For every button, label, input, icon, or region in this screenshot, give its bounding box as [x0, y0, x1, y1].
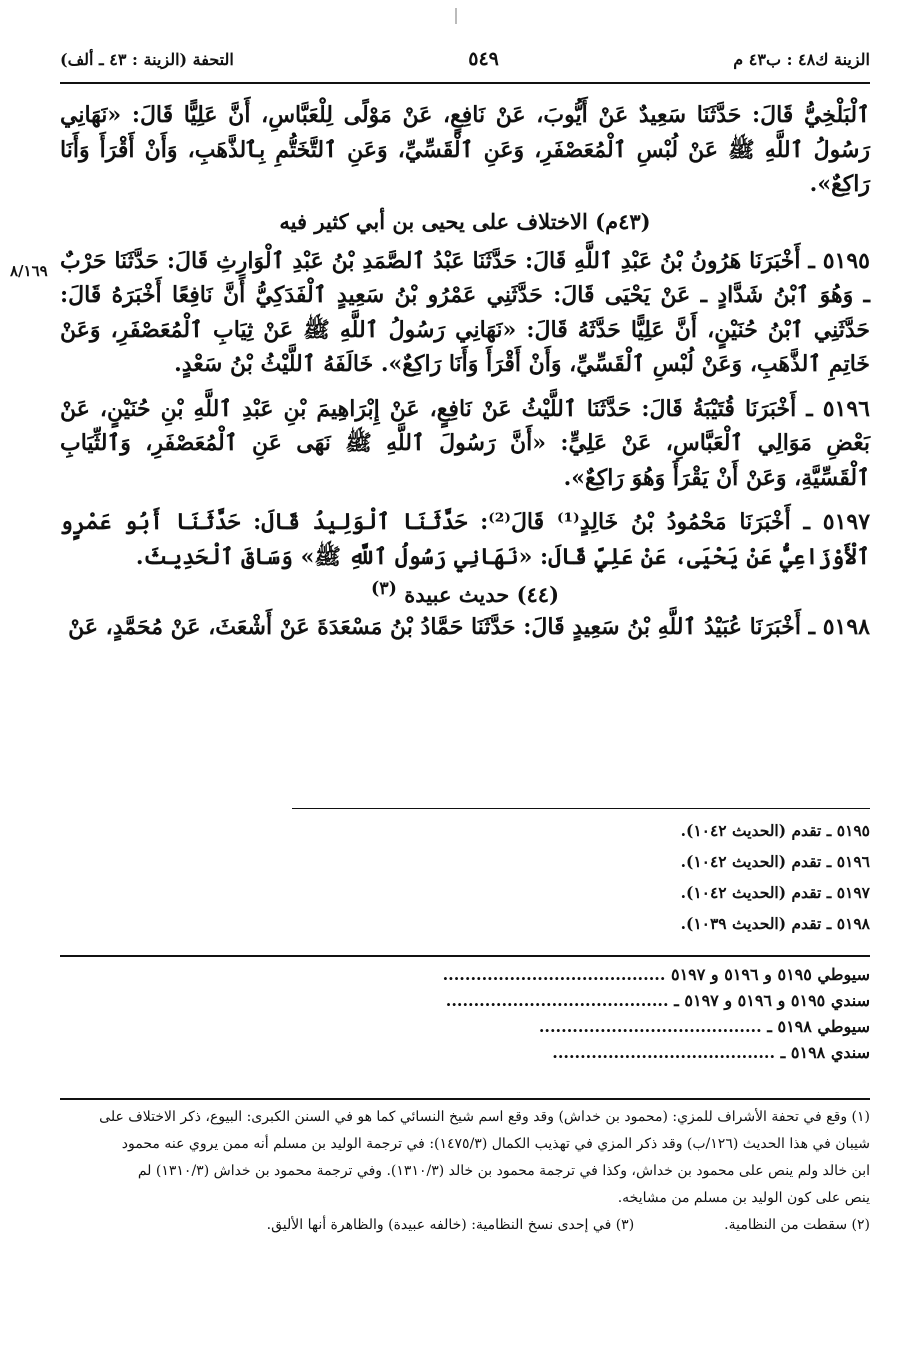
footnote-3: (٣) في إحدى نسخ النظامية: (خالفه عبيدة) والظاهرة أنها الأليق.: [266, 1217, 635, 1233]
header-right: الزينة ك٤٨ : ب٤٣ م: [733, 49, 870, 69]
header-rule: [60, 82, 870, 84]
footnote-1-line-4: ينص على كون الوليد بن مسلم من مشايخه.: [617, 1190, 870, 1206]
header-left: التحفة (الزينة : ٤٣ ـ ألف): [60, 49, 234, 69]
hadith-5198: ٥١٩٨ ـ أَخْبَرَنَا عُبَيْدُ ٱللَّهِ بْنُ سَعِيدٍ قَالَ: حَدَّثَنَا حَمَّادُ بْنُ مَسْعَدَةَ عَنْ أَشْعَثَ، عَنْ مُحَمَّدٍ، عَنْ: [68, 614, 870, 640]
commentary-line: سيوطي ٥١٩٥ و ٥١٩٦ و ٥١٩٧ ........................................: [442, 965, 870, 984]
ref-5197: ٥١٩٧ ـ تقدم (الحديث ١٠٤٢).: [680, 883, 870, 902]
scan-mark: [455, 8, 457, 24]
page-header: [60, 40, 870, 78]
section-heading-44-title: (٤٤) حديث عبيدة: [404, 582, 560, 607]
commentary-line: سيوطي ٥١٩٨ ـ ........................................: [538, 1017, 870, 1036]
hadith-references: [60, 815, 870, 939]
commentary-line: سندي ٥١٩٥ و ٥١٩٦ و ٥١٩٧ ـ ........................................: [445, 991, 870, 1010]
footnote-1-line-3: ابن خالد ولم ينص على محمود بن خداش، وكذا في ترجمة محمود بن خالد (١٣١٠/٣). وفي ترجمة محمود بن خداش (١٣١٠/٣) لم: [137, 1163, 870, 1179]
paragraph-1: ٱلْبَلْخِيُّ قَالَ: حَدَّثَنَا سَعِيدٌ عَنْ أَيُّوبَ، عَنْ نَافِعٍ، عَنْ مَوْلًى لِلْعَبَّاسِ، أَنَّ عَلِيًّا قَالَ: «نَهَانِي رَسُولُ ٱللَّهِ ﷺ عَنْ لُبْسِ ٱلْمُعَصْفَرِ، وَعَنِ ٱلْقَسِّيِّ، وَعَنِ ٱلتَّخَتُّمِ بِٱلذَّهَبِ، وَأَنْ أَقْرَأَ وَأَنَا رَاكِعٌ».: [60, 102, 870, 197]
notes-rule: [60, 1098, 870, 1100]
page-number: ٥٤٩: [468, 48, 499, 70]
section-heading-44-note: (٣): [370, 579, 397, 599]
footnotes: [60, 1104, 870, 1239]
footnote-1-line-2: شيبان في هذا الحديث (١٢٦/ب) وقد ذكر المزي في تهذيب الكمال (١٤٧٥/٣): في ترجمة الوليد بن مسلم أنه ممن يروي عنه محمود: [121, 1136, 870, 1152]
footnote-1-line-1: (١) وقع في تحفة الأشراف للمزي: (محمود بن خداش) وقد وقع اسم شيخ النسائي كما هو في السنن الكبرى: البيوع، ذكر الاختلاف على: [99, 1109, 870, 1125]
commentary-index: [60, 962, 870, 1066]
commentary-line: سندي ٥١٩٨ ـ ........................................: [552, 1043, 870, 1062]
hadith-5197: ٥١٩٧ ـ أَخْبَرَنَا مَحْمُودُ بْنُ خَالِدٍ⁽¹⁾ قَالَ⁽²⁾: حَدَّثَنَا ٱلْوَلِيدُ قَالَ: حَدَّثَنَا أَبُو عَمْرٍو ٱلْأَوْزَاعِيُّ عَنْ يَحْيَى، عَنْ عَلِيٍّ قَالَ: «نَهَانِي رَسُولُ ٱللَّهِ ﷺ» وَسَاقَ ٱلْحَدِيثَ.: [60, 509, 871, 570]
margin-reference: ٨/١٦٩: [10, 262, 48, 280]
ref-5195: ٥١٩٥ ـ تقدم (الحديث ١٠٤٢).: [680, 821, 870, 840]
section-heading-43m: (٤٣م) الاختلاف على يحيى بن أبي كثير فيه: [279, 208, 651, 234]
ref-5196: ٥١٩٦ ـ تقدم (الحديث ١٠٤٢).: [680, 852, 870, 871]
commentary-rule: [60, 955, 870, 957]
footnotes-2-3: [60, 1212, 870, 1239]
footnote-2: (٢) سقطت من النظامية.: [724, 1217, 870, 1233]
hadith-5196: ٥١٩٦ ـ أَخْبَرَنَا قُتَيْبَةُ قَالَ: حَدَّثَنَا ٱللَّيْثُ عَنْ نَافِعٍ، عَنْ إِبْرَاهِيمَ بْنِ عَبْدِ ٱللَّهِ بْنِ حُنَيْنٍ، عَنْ بَعْضِ مَوَالِي ٱلْعَبَّاسِ، عَنْ عَلِيٍّ: «أَنَّ رَسُولَ ٱللَّهِ ﷺ نَهَى عَنِ ٱلْمُعَصْفَرِ، وَٱلثِّيَابِ ٱلْقَسِّيَّةِ، وَعَنْ أَنْ يَقْرَأَ وَهُوَ رَاكِعٌ».: [60, 395, 870, 491]
section-heading-44: [60, 574, 870, 610]
hadith-5195: ٥١٩٥ ـ أَخْبَرَنَا هَرُونُ بْنُ عَبْدِ ٱللَّهِ قَالَ: حَدَّثَنَا عَبْدُ ٱلصَّمَدِ بْنُ عَبْدِ ٱلْوَارِثِ قَالَ: حَدَّثَنَا حَرْبٌ ـ وَهُوَ ٱبْنُ شَدَّادٍ ـ عَنْ يَحْيَى قَالَ: حَدَّثَنِي عَمْرُو بْنُ سَعِيدٍ ٱلْفَدَكِيُّ أَنَّ نَافِعًا أَخْبَرَهُ قَالَ: حَدَّثَنِي ٱبْنُ حُنَيْنٍ، أَنَّ عَلِيًّا حَدَّثَهُ قَالَ: «نَهَانِي رَسُولُ ٱللَّهِ ﷺ عَنْ ثِيَابِ ٱلْمُعَصْفَرِ، وَعَنْ خَاتِمِ ٱلذَّهَبِ، وَعَنْ لُبْسِ ٱلْقَسِّيِّ، وَأَنْ أَقْرَأَ وَأَنَا رَاكِعٌ». خَالَفَهُ ٱللَّيْثُ بْنُ سَعْدٍ.: [60, 247, 870, 377]
refs-rule: [292, 808, 870, 809]
main-text: [60, 98, 870, 645]
ref-5198: ٥١٩٨ ـ تقدم (الحديث ١٠٣٩).: [680, 914, 870, 933]
